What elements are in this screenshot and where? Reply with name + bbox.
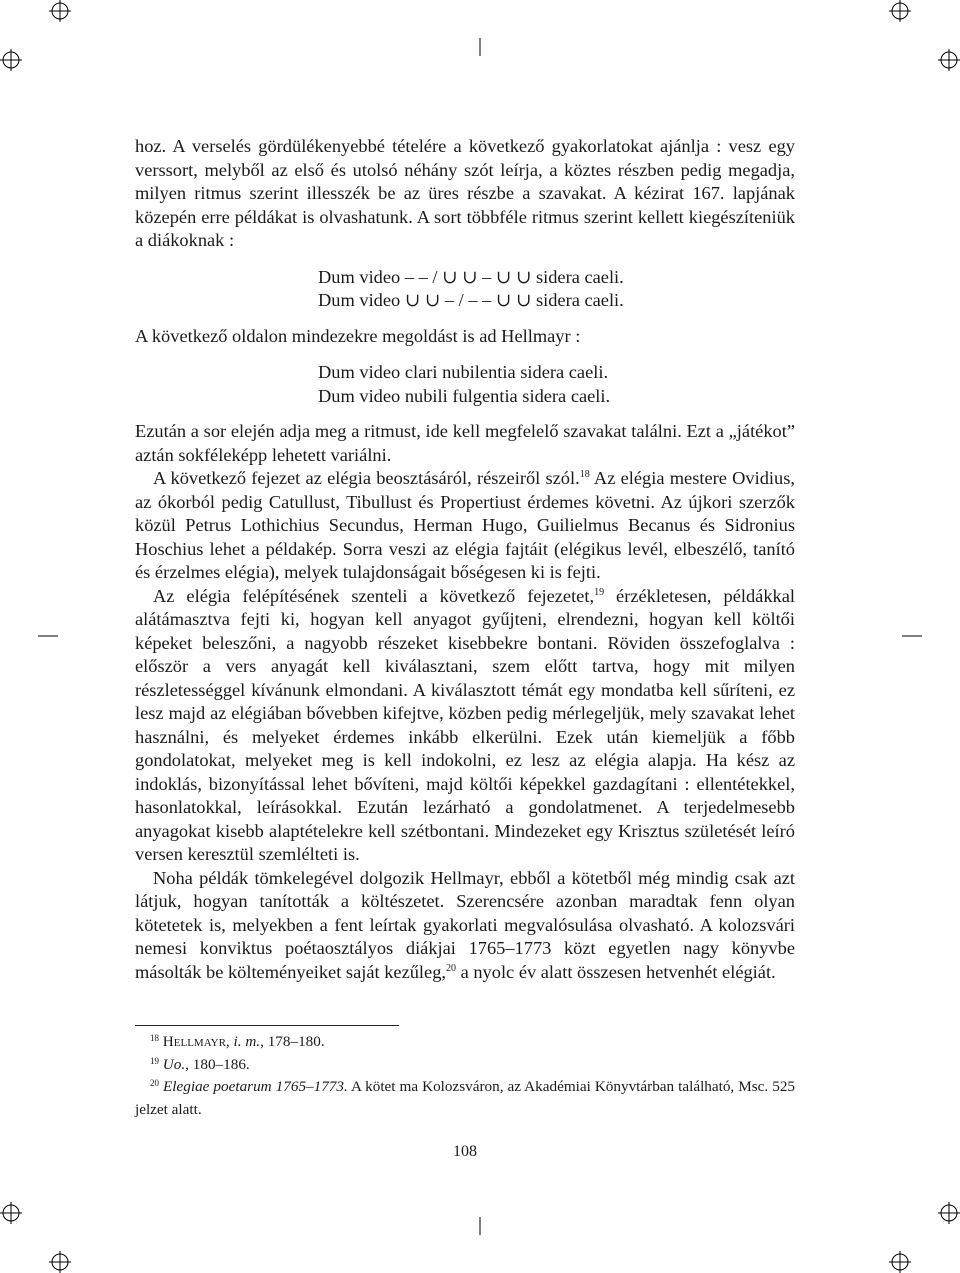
paragraph-text: a nyolc év alatt összesen hetvenhét elégiát. xyxy=(456,961,776,982)
body-text xyxy=(135,135,795,984)
footnote-20 xyxy=(135,1076,795,1121)
footnote-ref-abbrev: Uo. xyxy=(162,1055,186,1073)
footnote-ref[interactable]: 20 xyxy=(446,962,456,974)
paragraph: A következő oldalon mindezekre megoldást is ad Hellmayr : xyxy=(135,325,581,346)
paragraph: Ezután a sor elején adja meg a ritmust, ide kell megfelelő szavakat találni. Ezt a „játékot” aztán sokféleképp lehetett variálni. xyxy=(135,421,795,465)
page-number: 108 xyxy=(453,1143,477,1160)
footnote-19 xyxy=(135,1054,795,1077)
footnote-18 xyxy=(135,1031,795,1054)
footnote-text: A kötet ma Kolozsváron, az Akadémiai Könyvtárban található, Msc. 525 jelzet alatt. xyxy=(135,1078,796,1118)
footnote-separator xyxy=(135,1025,399,1026)
footnote-ref[interactable]: 18 xyxy=(579,469,590,480)
verse-line: Dum video – – / ∪ ∪ – ∪ ∪ sidera caeli. xyxy=(318,266,624,287)
paragraph xyxy=(135,867,795,985)
footnote-ref-abbrev: i. m. xyxy=(233,1033,261,1050)
paragraph xyxy=(135,585,795,867)
footnote-number: 18 xyxy=(150,1033,159,1043)
footnote-number: 20 xyxy=(150,1078,159,1088)
paragraph-text: Az elégia felépítésének szenteli a következő fejezetet, xyxy=(153,585,595,606)
footnote-text: , 178–180. xyxy=(260,1033,325,1050)
paragraph: hoz. A verselés gördülékenyebbé tételére a következő gyakorlatokat ajánlja : vesz egy verssort, melyből az első és utolsó néhány szót leírja, a köztes részben pedig megadja, milyen ritmus szerint illesszék be az üres részbe a szavakat. A kézirat 167. lapjának közepén erre példákat is olvashatunk. A sort többféle ritmus szerint kellett kiegészíteniük a diákoknak : xyxy=(135,136,795,250)
verse-line: Dum video nubili fulgentia sidera caeli. xyxy=(318,385,611,406)
paragraph-text: Az elégia mestere Ovidius, az ókorból pedig Catullust, Tibullust és Propertiust érdemes követni. Az újkori szerzők közül Petrus Lothichius Secundus, Herman Hugo, Guilielmus Becanus és Sidronius Hoschius lehet a példakép. Sorra veszi az elégia fajtáit (elégikus levél, elbeszélő, tanító és érzelmes elégia), melyek tulajdonságait bőségesen ki is fejti. xyxy=(135,468,795,582)
verse-line: Dum video ∪ ∪ – / – – ∪ ∪ sidera caeli. xyxy=(318,290,624,310)
footnotes xyxy=(135,1031,795,1121)
footnote-text: , xyxy=(225,1033,234,1050)
paragraph-text: Noha példák tömkelegével dolgozik Hellmayr, ebből a kötetből még mindig csak azt látjuk, hogyan tanították a költészetet. Szerencsére azonban maradtak fenn olyan kötetetek is, melyekben a fent leírtak gyakorlati megvalósulása olvasható. A kolozsvári nemesi konviktus poétaosztályos diákjai 1765–1773 közt egyetlen nagy könyvbe másolták be költeményeiket saját kezűleg, xyxy=(135,867,795,982)
paragraph-text: érzékletesen, példákkal alátámasztva fejti ki, hogyan kell anyagot gyűjteni, elrendezni, hogyan kell költői képeket beleszőni, a nagyobb részeket kisebbekre bontani. Röviden összefoglalva : először a vers anyagát kell kiválasztani, szem előtt tartva, hogy mit milyen részletességgel kívánunk elmondani. A kiválasztott témát egy mondatba kell sűríteni, ez lesz majd az elégiában bővebben kifejtve, közben pedig mérlegeljük, mely szavakat lehet használni, és melyeket érdemes inkább elkerülni. Ezek után kiemeljük a főbb gondolatokat, melyeket meg is kell indokolni, ez lesz az elégia alapja. Ha kész az indoklás, bizonyítással lehet bővíteni, majd költői képekkel gazdagítani : ellentétekkel, hasonlatokkal, leírásokkal. Ezután lezárható a gondolatmenet. A terjedelmesebb anyagokat kisebb alaptételekre kell szétbontani. Mindezeket egy Krisztus születését leíró versen keresztül szemlélteti is. xyxy=(135,585,795,864)
footnote-author: Hellmayr xyxy=(162,1033,226,1050)
footnote-title: Elegiae poetarum 1765–1773. xyxy=(163,1078,348,1095)
paragraph xyxy=(135,467,795,585)
footnote-text: , 180–186. xyxy=(185,1055,250,1073)
paragraph-text: A következő fejezet az elégia beosztásáról, részeiről szól. xyxy=(153,468,580,488)
footnote-ref[interactable]: 19 xyxy=(594,586,605,598)
verse-line: Dum video clari nubilentia sidera caeli. xyxy=(318,362,609,382)
footnote-number: 19 xyxy=(150,1055,159,1066)
